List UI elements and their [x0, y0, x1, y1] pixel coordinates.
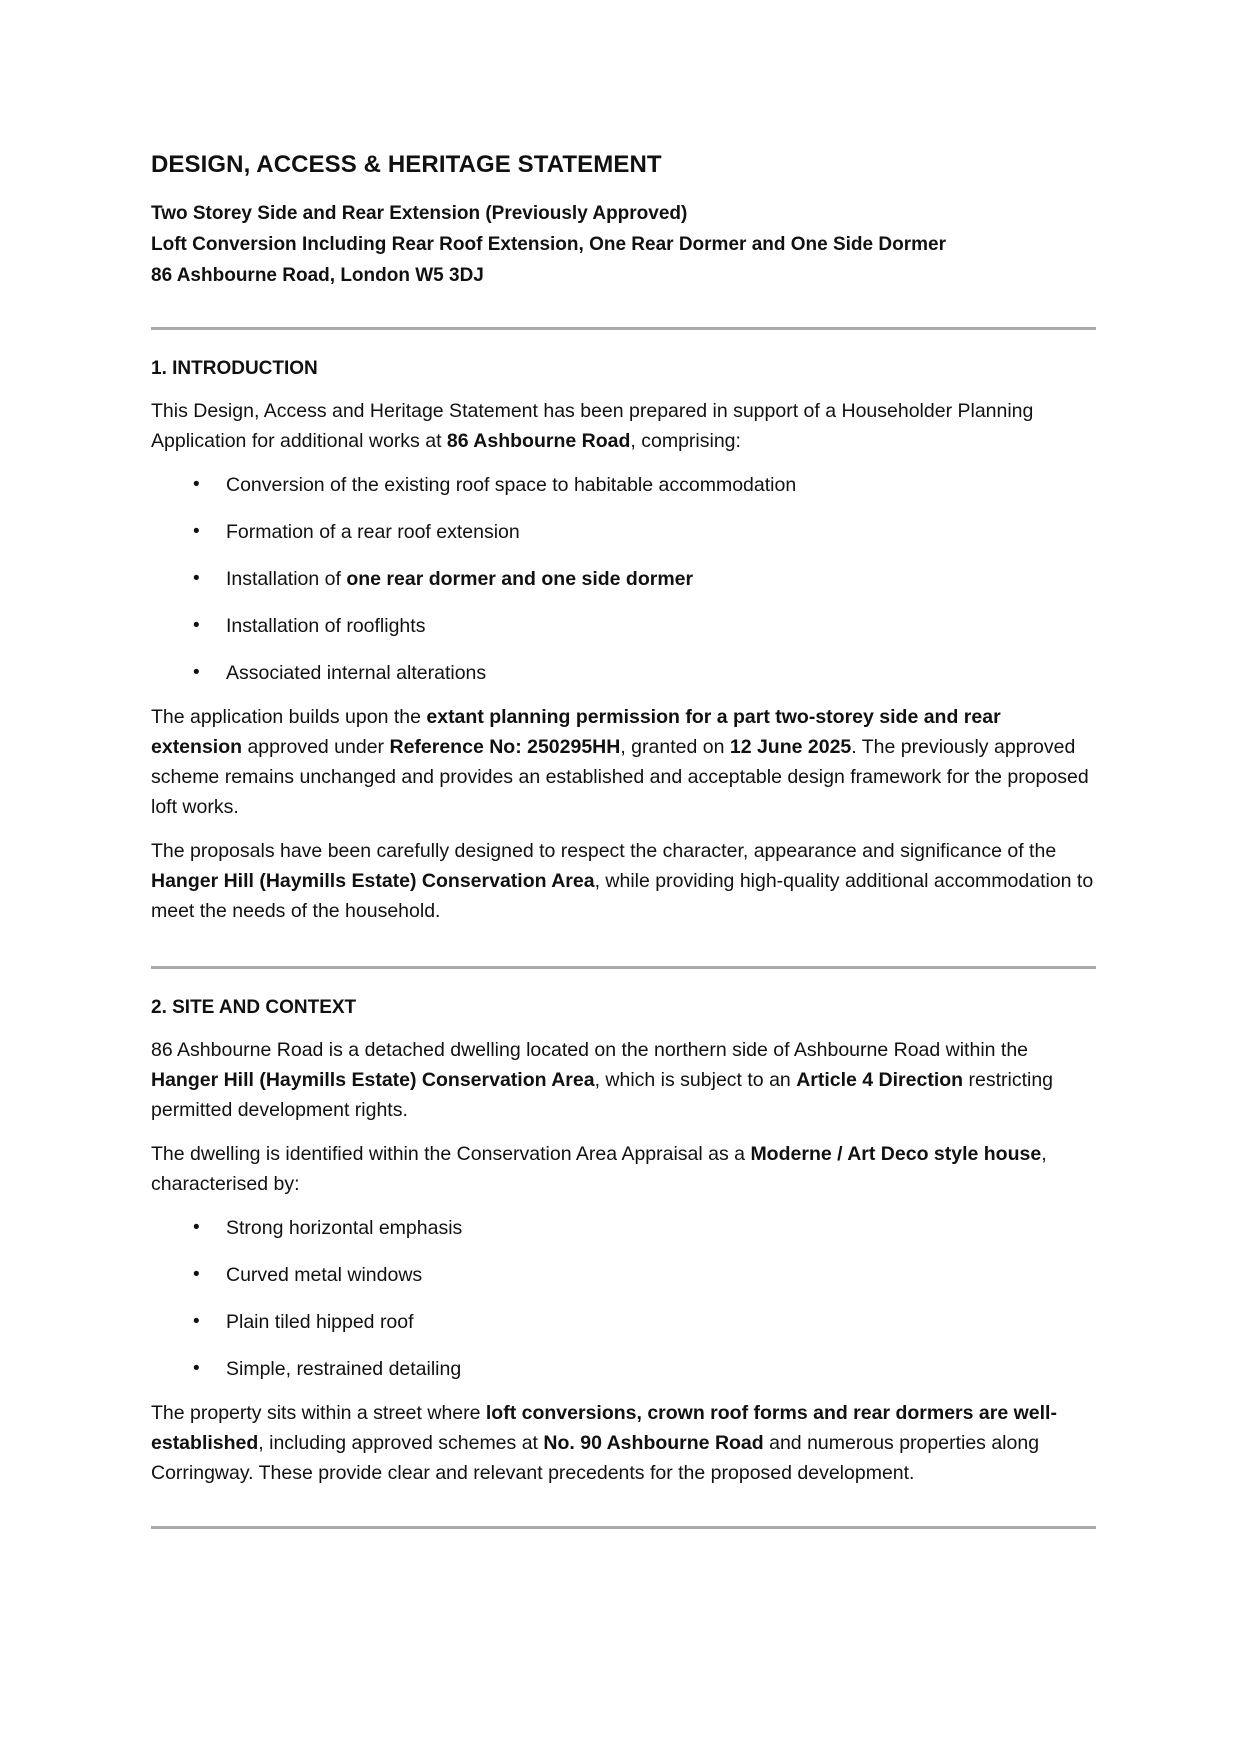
list-item: • Formation of a rear roof extension — [151, 517, 1096, 547]
list-item: • Strong horizontal emphasis — [151, 1213, 1096, 1243]
list-item: • Plain tiled hipped roof — [151, 1307, 1096, 1337]
conservation-paragraph: The proposals have been carefully designed to respect the character, appearance and significance of the Hanger Hill (Haymills Estate) Conservation Area, while providing high-quality additional accommodation to meet the needs of the household. — [151, 840, 1094, 922]
list-item: • Associated internal alterations — [151, 658, 1096, 688]
subtitle-line: Loft Conversion Including Rear Roof Extension, One Rear Dormer and One Side Dormer — [151, 234, 946, 255]
dwelling-paragraph: The dwelling is identified within the Conservation Area Appraisal as a Moderne / Art Deco style house, characterised by: — [151, 1143, 1047, 1195]
list-item: • Conversion of the existing roof space to habitable accommodation — [151, 470, 1096, 500]
bullet-icon: • — [193, 662, 200, 683]
section-heading-introduction: 1. INTRODUCTION — [151, 358, 318, 379]
document-page — [151, 150, 1096, 1529]
section-divider — [151, 1526, 1096, 1529]
document-subtitle-block — [151, 198, 1096, 291]
site-paragraph: 86 Ashbourne Road is a detached dwelling located on the northern side of Ashbourne Road within the Hanger Hill (Haymills Estate) Conservation Area, which is subject to an Article 4 Direction restricting permitted development rights. — [151, 1039, 1054, 1121]
bullet-icon: • — [193, 615, 200, 636]
bullet-icon: • — [193, 1358, 200, 1379]
bullet-icon: • — [193, 521, 200, 542]
intro-paragraph: This Design, Access and Heritage Statement has been prepared in support of a Householder Planning Application for additional works at 86 Ashbourne Road, comprising: — [151, 400, 1034, 452]
precedents-paragraph: The property sits within a street where loft conversions, crown roof forms and rear dormers are well-established, including approved schemes at No. 90 Ashbourne Road and numerous properties along Corringway. These provide clear and relevant precedents for the proposed development. — [151, 1402, 1057, 1484]
bullet-icon: • — [193, 474, 200, 495]
bullet-icon: • — [193, 1264, 200, 1285]
subtitle-line: Two Storey Side and Rear Extension (Previously Approved) — [151, 203, 688, 224]
list-item: • Installation of one rear dormer and one side dormer — [151, 564, 1096, 594]
list-item: • Simple, restrained detailing — [151, 1354, 1096, 1384]
permission-paragraph: The application builds upon the extant planning permission for a part two-storey side and rear extension approved under Reference No: 250295HH, granted on 12 June 2025. The previously approved scheme remains unchanged and provides an established and acceptable design framework for the proposed loft works. — [151, 706, 1089, 818]
bullet-icon: • — [193, 568, 200, 589]
bullet-icon: • — [193, 1311, 200, 1332]
document-title: DESIGN, ACCESS & HERITAGE STATEMENT — [151, 151, 662, 178]
section-divider — [151, 966, 1096, 969]
list-item: • Installation of rooflights — [151, 611, 1096, 641]
works-list — [151, 470, 1096, 688]
section-divider — [151, 327, 1096, 330]
section-heading-site-context: 2. SITE AND CONTEXT — [151, 997, 357, 1018]
list-item: • Curved metal windows — [151, 1260, 1096, 1290]
subtitle-address: 86 Ashbourne Road, London W5 3DJ — [151, 265, 484, 286]
characteristics-list — [151, 1213, 1096, 1384]
bullet-icon: • — [193, 1217, 200, 1238]
